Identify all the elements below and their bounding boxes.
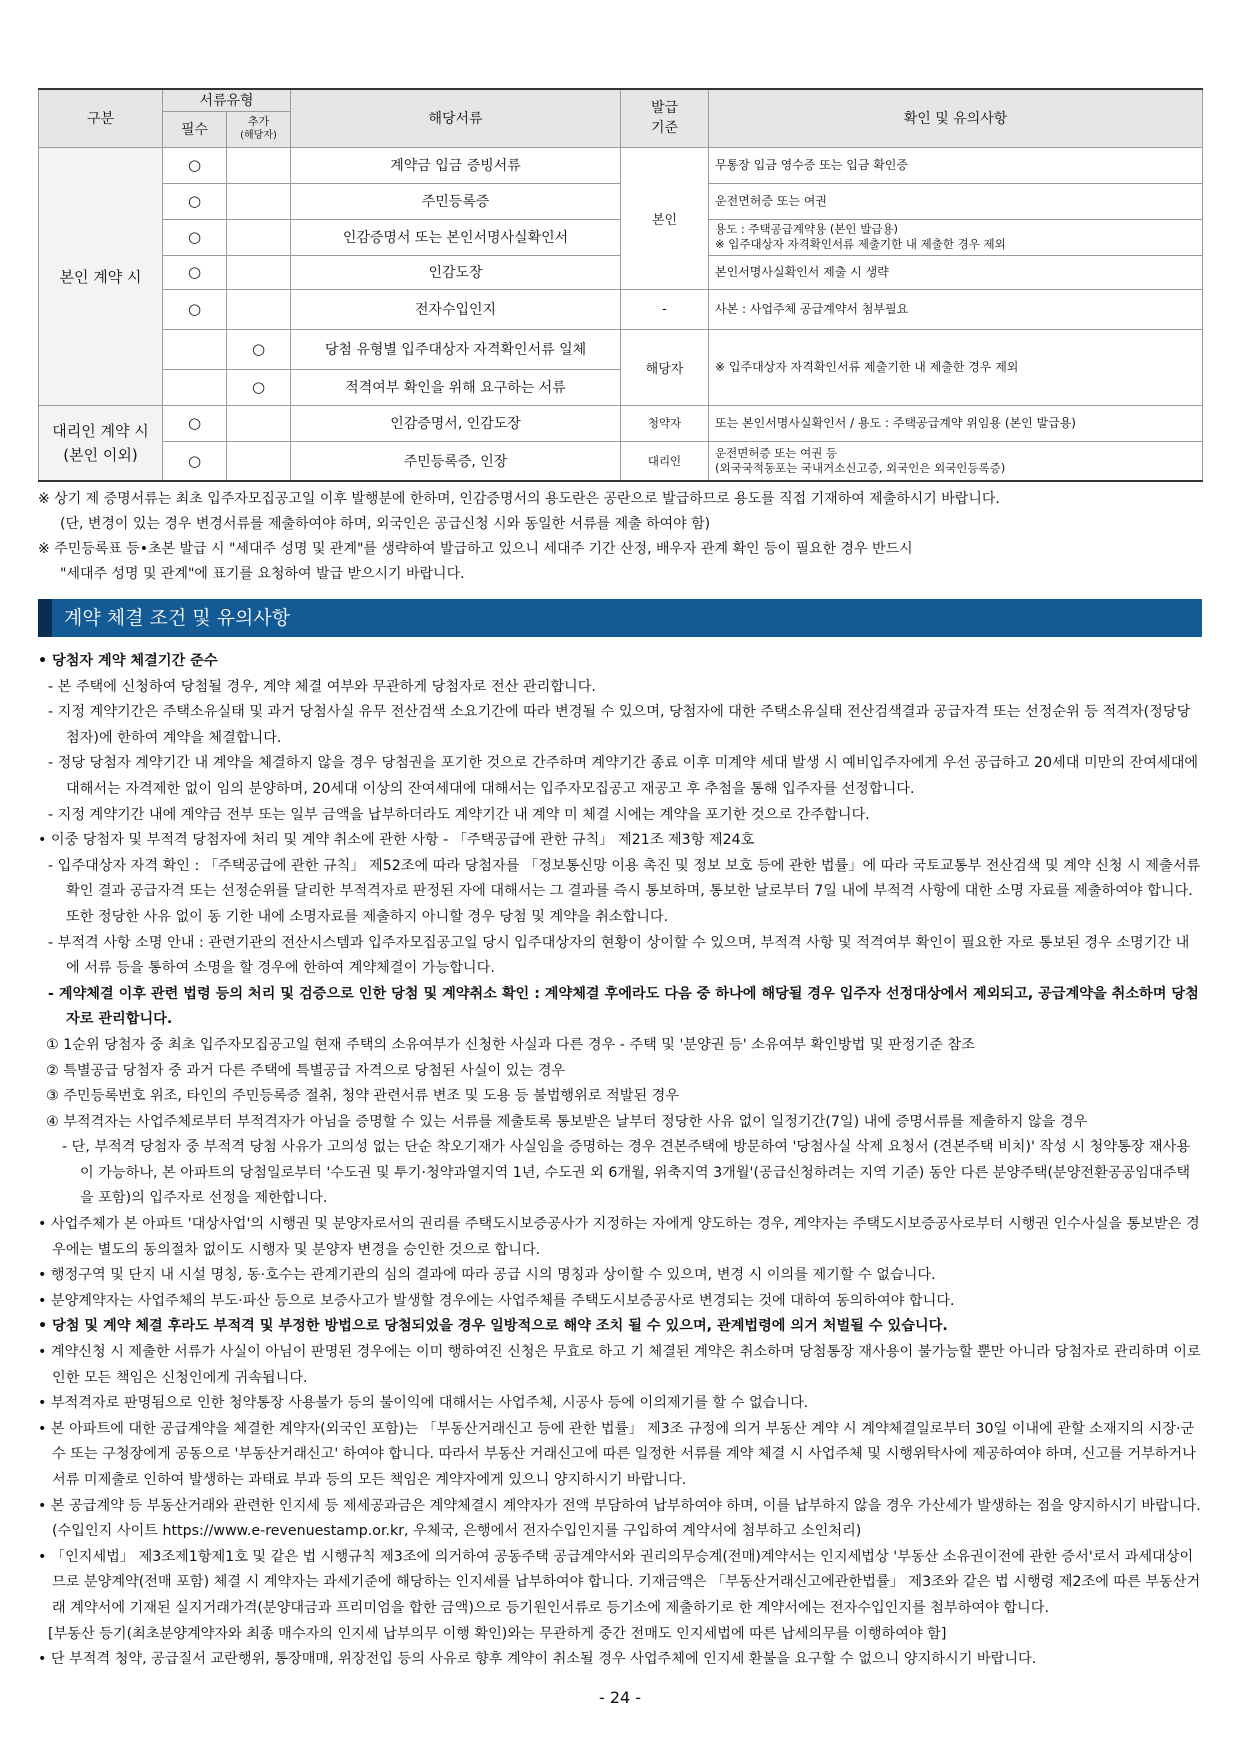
row5-required: ○ xyxy=(163,289,227,329)
row5-additional xyxy=(227,289,291,329)
row1-required: ○ xyxy=(163,147,227,183)
body-paragraph: [부동산 등기(최초분양계약자와 최종 매수자의 인지세 납부의무 이행 확인)와는 무관하게 중간 전매도 인지세법에 따른 납세의무를 이행하여야 함] xyxy=(48,1625,947,1642)
body-paragraph: - 지정 계약기간 내에 계약금 전부 또는 일부 금액을 납부하더라도 계약기간 내 계약 미 체결 시에는 계약을 포기한 것으로 간주합니다. xyxy=(48,806,870,823)
body-paragraph: - 본 주택에 신청하여 당첨될 경우, 계약 체결 여부와 무관하게 당첨자로 전산 관리합니다. xyxy=(48,678,596,695)
row3-required: ○ xyxy=(163,219,227,255)
basis-eligible: 해당자 xyxy=(621,329,709,405)
body-paragraph: ④ 부적격자는 사업주체로부터 부적격자가 아님을 증명할 수 있는 서류를 제출토록 통보받은 날부터 정당한 사유 없이 일정기간(7일) 내에 증명서류를 제출하지 않을 경우 xyxy=(46,1113,1088,1130)
body-paragraph: • 단 부적격 청약, 공급질서 교란행위, 통장매매, 위장전입 등의 사유로 향후 계약이 취소될 경우 사업주체에 인지세 환불을 요구할 수 없으니 양지하시기 바랍니다. xyxy=(38,1651,1037,1668)
row2-additional xyxy=(227,183,291,219)
body-paragraph: - 지정 계약기간은 주택소유실태 및 과거 당첨사실 유무 전산검색 소요기간에 따라 변경될 수 있으며, 당첨자에 대한 주택소유실태 전산검색결과 공급자격 또는 선정순위 등 적격자(정당당첨자)에 한하여 계약을 체결합니다. xyxy=(48,704,1191,746)
row2-required: ○ xyxy=(163,183,227,219)
footnote-2: (단, 변경이 있는 경우 변경서류를 제출하여야 하며, 외국인은 공급신청 시와 동일한 서류를 제출 하여야 함) xyxy=(60,516,711,532)
body-paragraph: • 당첨자 계약 체결기간 준수 xyxy=(38,653,218,669)
row8-document: 인감증명서, 인감도장 xyxy=(291,405,621,441)
row5-note: 사본 : 사업주체 공급계약서 첨부필요 xyxy=(709,289,1203,329)
header-doc-type: 서류유형 xyxy=(163,89,291,111)
body-paragraph: • 본 공급계약 등 부동산거래와 관련한 인지세 등 제세공과금은 계약체결시 계약자가 전액 부담하여 납부하여야 하며, 이를 납부하지 않을 경우 가산세가 발생하는 점을 양지하시기 바랍니다.(수입인지 사이트 https://www.e-revenuestamp.or.kr, 우체국, 은행에서 전자수입인지를 구입하여 계약서에 첨부하고 소인처리) xyxy=(38,1497,1201,1540)
header-document: 해당서류 xyxy=(291,89,621,147)
row6-required xyxy=(163,329,227,369)
row9-document: 주민등록증, 인장 xyxy=(291,441,621,481)
row1-note: 무통장 입금 영수증 또는 입금 확인증 xyxy=(709,147,1203,183)
footnote-3: ※ 주민등록표 등•초본 발급 시 "세대주 성명 및 관계"를 생략하여 발급하고 있으니 세대주 기간 산정, 배우자 관계 확인 등이 필요한 경우 반드시 xyxy=(38,541,913,557)
row7-required xyxy=(163,369,227,405)
row6-note: ※ 입주대상자 자격확인서류 제출기한 내 제출한 경우 제외 xyxy=(709,329,1203,405)
row4-additional xyxy=(227,255,291,289)
row3-note: 용도 : 주택공급계약용 (본인 발급용) ※ 입주대상자 자격확인서류 제출기한 내 제출한 경우 제외 xyxy=(709,219,1203,255)
row2-document: 주민등록증 xyxy=(291,183,621,219)
contract-conditions-body xyxy=(38,649,1202,1673)
section-title-bar xyxy=(38,599,1202,637)
group-self-contract: 본인 계약 시 xyxy=(39,147,163,405)
body-paragraph: - 부적격 사항 소명 안내 : 관련기관의 전산시스템과 입주자모집공고일 당시 입주대상자의 현황이 상이할 수 있으며, 부적격 사항 및 적격여부 확인이 필요한 자로 통보된 경우 소명기간 내에 서류 등을 통하여 소명을 할 경우에 한하여 계약체결이 가능합니다. xyxy=(48,934,1190,977)
header-required: 필수 xyxy=(163,111,227,147)
footnote-4: "세대주 성명 및 관계"에 표기를 요청하여 발급 받으시기 바랍니다. xyxy=(60,566,465,582)
footnote-1: ※ 상기 제 증명서류는 최초 입주자모집공고일 이후 발행분에 한하며, 인감증명서의 용도란은 공란으로 발급하므로 용도를 직접 기재하여 제출하시기 바랍니다. xyxy=(38,491,1000,507)
body-paragraph: ③ 주민등록번호 위조, 타인의 주민등록증 절취, 청약 관련서류 변조 및 도용 등 불법행위로 적발된 경우 xyxy=(46,1088,680,1105)
body-paragraph: ② 특별공급 당첨자 중 과거 다른 주택에 특별공급 자격으로 당첨된 사실이 있는 경우 xyxy=(46,1062,566,1079)
header-category: 구분 xyxy=(39,89,163,147)
header-issue-basis: 발급기준 xyxy=(621,89,709,147)
body-paragraph: • 사업주체가 본 아파트 '대상사업'의 시행권 및 분양자로서의 권리를 주택도시보증공사가 지정하는 자에게 양도하는 경우, 계약자는 주택도시보증공사로부터 시행권 인수사실을 통보받은 경우에는 별도의 동의절차 없이도 시행자 및 분양자 변경을 승인한 것으로 합니다. xyxy=(38,1216,1200,1258)
row3-document: 인감증명서 또는 본인서명사실확인서 xyxy=(291,219,621,255)
row9-additional xyxy=(227,441,291,481)
basis-applicant: 청약자 xyxy=(621,405,709,441)
row3-additional xyxy=(227,219,291,255)
row1-document: 계약금 입금 증빙서류 xyxy=(291,147,621,183)
row4-required: ○ xyxy=(163,255,227,289)
body-paragraph: - 정당 당첨자 계약기간 내 계약을 체결하지 않을 경우 당첨권을 포기한 것으로 간주하며 계약기간 종료 이후 미계약 세대 발생 시 예비입주자에게 우선 공급하고 20세대 미만의 잔여세대에 대해서는 자격제한 없이 임의 분양하며, 20세대 이상의 잔여세대에 대해서는 입주자모집공고 재공고 후 추첨을 통해 입주자를 선정합니다. xyxy=(48,755,1199,797)
row8-note: 또는 본인서명사실확인서 / 용도 : 주택공급계약 위임용 (본인 발급용) xyxy=(709,405,1203,441)
row2-note: 운전면허증 또는 여권 xyxy=(709,183,1203,219)
table-footnotes xyxy=(38,487,1202,587)
row8-required: ○ xyxy=(163,405,227,441)
row1-additional xyxy=(227,147,291,183)
header-additional: 추가 (해당자) xyxy=(227,111,291,147)
body-paragraph: • 부적격자로 판명됨으로 인한 청약통장 사용불가 등의 불이익에 대해서는 사업주체, 시공사 등에 이의제기를 할 수 없습니다. xyxy=(38,1395,809,1412)
body-paragraph: • 「인지세법」 제3조제1항제1호 및 같은 법 시행규칙 제3조에 의거하여 공동주택 공급계약서와 권리의무승계(전매)계약서는 인지세법상 '부동산 소유권이전에 관한 증서'로서 과세대상이므로 분양계약(전매 포함) 체결 시 계약자는 과세기준에 해당하는 인지세를 납부하여야 합니다. 기재금액은 「부동산거래신고에관한법률」 제3조와 같은 법 시행령 제2조에 따른 부동산거래 계약서에 기재된 실지거래가격(분양대금과 프리미엄을 합한 금액)으로 등기원인서류로 등기소에 제출하기로 한 계약서에는 전자수입인지를 첨부하여야 합니다. xyxy=(38,1548,1201,1616)
body-paragraph: - 계약체결 이후 관련 법령 등의 처리 및 검증으로 인한 당첨 및 계약취소 확인 : 계약체결 후에라도 다음 중 하나에 해당될 경우 입주자 선정대상에서 제외되고, 공급계약을 취소하며 당첨자로 관리합니다. xyxy=(48,985,1199,1028)
row6-document: 당첨 유형별 입주대상자 자격확인서류 일체 xyxy=(291,329,621,369)
row7-document: 적격여부 확인을 위해 요구하는 서류 xyxy=(291,369,621,405)
body-paragraph: - 입주대상자 자격 확인 : 「주택공급에 관한 규칙」 제52조에 따라 당첨자를 「정보통신망 이용 촉진 및 정보 보호 등에 관한 법률」에 따라 국토교통부 전산검색 및 계약 신청 시 제출서류 확인 결과 공급자격 또는 선정순위를 달리한 부적격자로 판정된 자에 대해서는 그 결과를 즉시 통보하며, 통보한 날로부터 7일 내에 부적격 사항에 대한 소명 자료를 제출하여야 합니다. 또한 정당한 사유 없이 동 기한 내에 소명자료를 제출하지 아니할 경우 당첨 및 계약을 취소합니다. xyxy=(48,857,1201,925)
row5-document: 전자수입인지 xyxy=(291,289,621,329)
basis-stamp: - xyxy=(621,289,709,329)
row9-note: 운전면허증 또는 여권 등 (외국국적동포는 국내거소신고증, 외국인은 외국인등록증) xyxy=(709,441,1203,481)
body-paragraph: • 본 아파트에 대한 공급계약을 체결한 계약자(외국인 포함)는 「부동산거래신고 등에 관한 법률」 제3조 규정에 의거 부동산 계약 시 계약체결일로부터 30일 이내에 관할 소재지의 시장·군수 또는 구청장에게 공동으로 '부동산거래신고' 하여야 합니다. 따라서 부동산 거래신고에 따른 일정한 서류를 계약 체결 시 사업주체 및 시행위탁사에 제공하여야 하며, 신고를 거부하거나 서류 미제출로 인하여 발생하는 과태료 부과 등의 모든 책임은 계약자에게 있으니 양지하시기 바랍니다. xyxy=(38,1420,1196,1488)
row6-additional: ○ xyxy=(227,329,291,369)
basis-self: 본인 xyxy=(621,147,709,289)
contract-documents-table xyxy=(38,88,1203,482)
row7-additional: ○ xyxy=(227,369,291,405)
body-paragraph: - 단, 부적격 당첨자 중 부적격 당첨 사유가 고의성 없는 단순 착오기재가 사실임을 증명하는 경우 견본주택에 방문하여 '당첨사실 삭제 요청서 (견본주택 비치)' 작성 시 청약통장 재사용이 가능하나, 본 아파트의 당첨일로부터 '수도권 및 투기·청약과열지역 1년, 수도권 외 6개월, 위축지역 3개월'(공급신청하려는 지역 기준) 동안 다른 분양주택(분양전환공공임대주택을 포함)의 입주자로 선정을 제한합니다. xyxy=(62,1139,1191,1207)
document-page xyxy=(38,88,1202,1673)
header-notes: 확인 및 유의사항 xyxy=(709,89,1203,147)
page-number: - 24 - xyxy=(598,1688,642,1707)
body-paragraph: • 행정구역 및 단지 내 시설 명칭, 동·호수는 관계기관의 심의 결과에 따라 공급 시의 명칭과 상이할 수 있으며, 변경 시 이의를 제기할 수 없습니다. xyxy=(38,1267,936,1284)
row8-additional xyxy=(227,405,291,441)
row4-document: 인감도장 xyxy=(291,255,621,289)
row9-required: ○ xyxy=(163,441,227,481)
basis-agent: 대리인 xyxy=(621,441,709,481)
section-title: 계약 체결 조건 및 유의사항 xyxy=(64,607,291,629)
body-paragraph: ① 1순위 당첨자 중 최초 입주자모집공고일 현재 주택의 소유여부가 신청한 사실과 다른 경우 - 주택 및 '분양권 등' 소유여부 확인방법 및 판정기준 참조 xyxy=(46,1036,975,1053)
group-agent-contract: 대리인 계약 시 (본인 이외) xyxy=(39,405,163,481)
body-paragraph: • 당첨 및 계약 체결 후라도 부적격 및 부정한 방법으로 당첨되었을 경우 일방적으로 해약 조치 될 수 있으며, 관계법령에 의거 처벌될 수 있습니다. xyxy=(38,1318,948,1335)
body-paragraph: • 이중 당첨자 및 부적격 당첨자에 처리 및 계약 취소에 관한 사항 - 「주택공급에 관한 규칙」 제21조 제3항 제24호 xyxy=(38,832,755,849)
body-paragraph: • 계약신청 시 제출한 서류가 사실이 아님이 판명된 경우에는 이미 행하여진 신청은 무효로 하고 기 체결된 계약은 취소하며 당첨통장 재사용이 불가능할 뿐만 아니라 당첨자로 관리하며 이로 인한 모든 책임은 신청인에게 귀속됩니다. xyxy=(38,1344,1201,1386)
row4-note: 본인서명사실확인서 제출 시 생략 xyxy=(709,255,1203,289)
body-paragraph: • 분양계약자는 사업주체의 부도·파산 등으로 보증사고가 발생할 경우에는 사업주체를 주택도시보증공사로 변경되는 것에 대하여 동의하여야 합니다. xyxy=(38,1292,955,1309)
